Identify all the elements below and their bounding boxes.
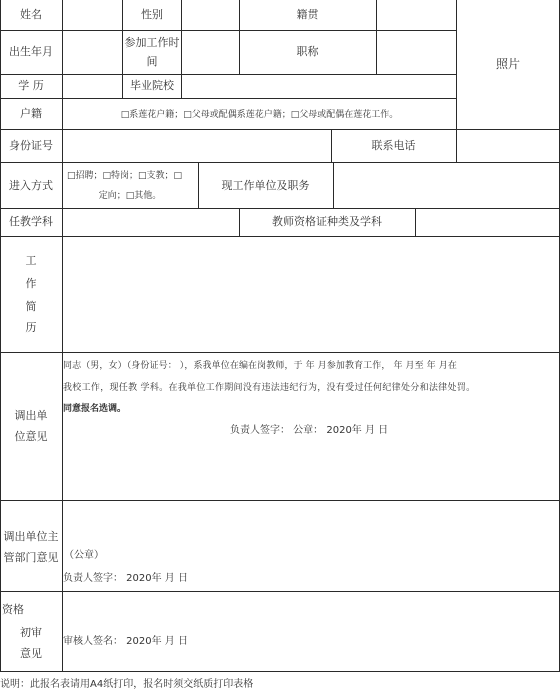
sending-unit-opinion-label: 调出单 (14, 409, 48, 422)
photo-label: 照片 (495, 57, 520, 71)
gender-label: 性别 (141, 8, 163, 21)
origin-label: 籍贯 (296, 8, 319, 21)
id-label: 身份证号 (9, 139, 53, 152)
phone-label: 联系电话 (371, 139, 416, 152)
qualification-review-label-2: 初审 (20, 626, 42, 639)
opinion1-signature: 负责人签字： 公章： 2020年 月 日 (230, 425, 389, 436)
household-options: □系莲花户籍；□父母或配偶系莲花户籍；□父母或配偶在莲花工作。 (120, 110, 399, 120)
title-label: 职称 (296, 45, 319, 58)
work-start-label-2: 间 (146, 55, 158, 68)
name-label: 姓名 (20, 8, 42, 21)
entry-options-line2: 定向；□其他。 (98, 191, 162, 201)
opinion-text-line2: 我校工作，现任教 学科。在我单位工作期间没有违法违纪行为，没有受过任何纪律处分和法律处罚。 (63, 383, 476, 393)
footer-note: 说明：此报名表请用A4纸打印，报名时须交纸质打印表格 (0, 679, 254, 690)
birth-label: 出生年月 (9, 45, 53, 58)
sending-unit-opinion-label-2: 位意见 (14, 430, 48, 443)
agree-statement: 同意报名选调。 (63, 404, 127, 414)
qualification-review-label: 资格 (2, 603, 24, 616)
official-seal-text: （公章） (64, 550, 104, 561)
qualification-review-label-3: 意见 (20, 647, 42, 660)
education-label: 学 历 (18, 79, 44, 92)
cert-label: 教师资格证种类及学科 (272, 215, 382, 228)
school-label: 毕业院校 (130, 79, 174, 92)
authority-opinion-label-2: 管部门意见 (3, 551, 59, 564)
entry-method-label: 进入方式 (9, 179, 53, 192)
resume-label-char: 简 (25, 300, 37, 313)
opinion3-signature: 审核人签名： 2020年 月 日 (63, 636, 188, 647)
resume-label-char: 工 (25, 254, 37, 267)
household-label: 户籍 (20, 107, 42, 120)
resume-label-char: 历 (25, 321, 37, 334)
opinion-text-line1: 同志（男，女）（身份证号： ），系我单位在编在岗教师，于 年 月参加教育工作， 年 月至 年 月在 (63, 361, 457, 371)
opinion2-signature: 负责人签字： 2020年 月 日 (63, 573, 188, 584)
subject-label: 任教学科 (9, 215, 53, 228)
authority-opinion-label: 调出单位主 (3, 530, 59, 543)
entry-options-line1: □招聘；□特岗；□支教；□ (67, 171, 183, 181)
current-unit-label: 现工作单位及职务 (221, 179, 310, 192)
resume-label-char: 作 (25, 277, 37, 290)
work-start-label: 参加工作时 (124, 36, 180, 49)
